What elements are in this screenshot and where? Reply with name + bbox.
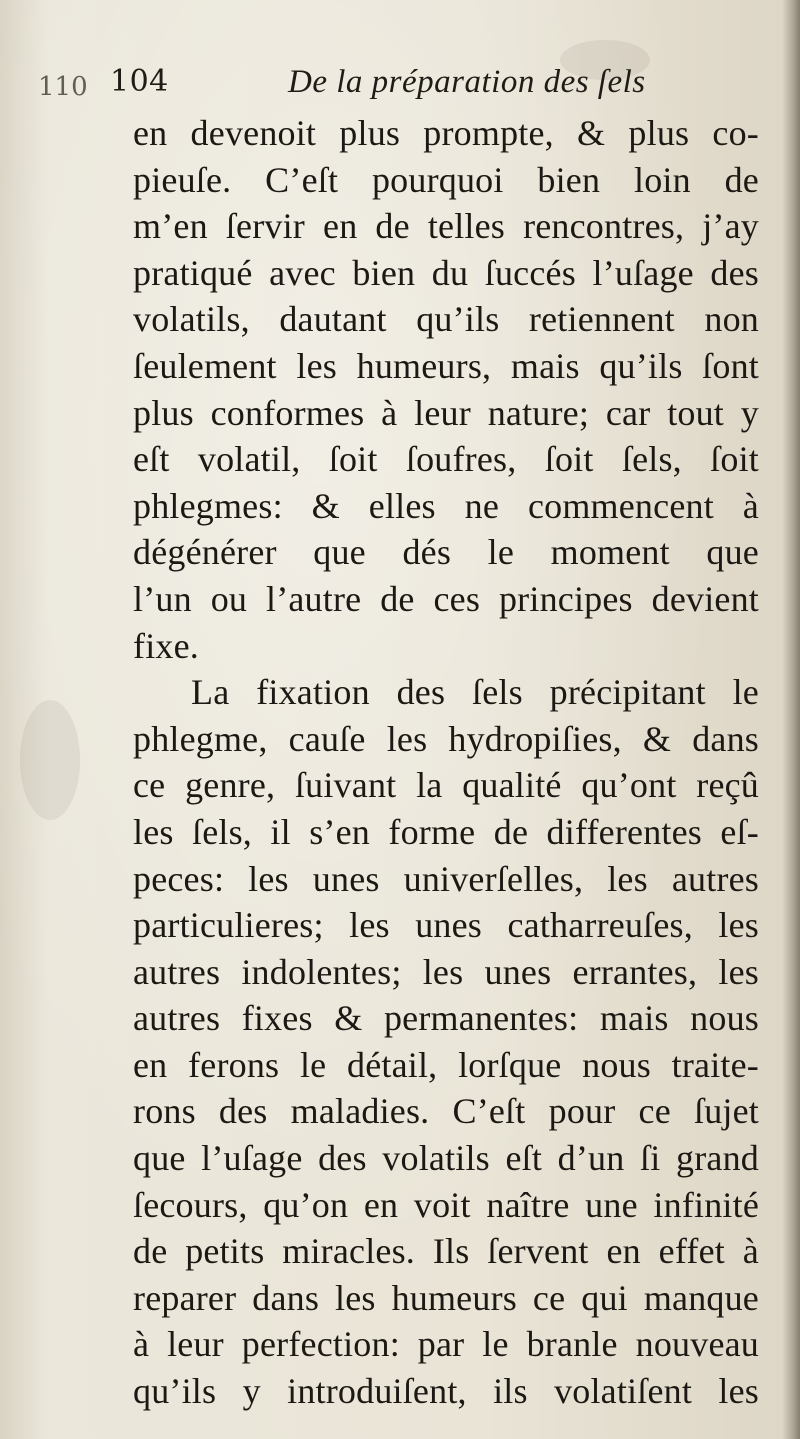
text-line: dégénérer que dés le moment que [133, 532, 759, 573]
text-line: en devenoit plus prompte, & plus co- [133, 113, 759, 153]
text-line: pieuſe. C’eſt pourquoi bien loin de [133, 159, 759, 200]
text-line: ce genre, ſuivant la qualité qu’ont reçû [133, 765, 759, 806]
text-line: peces: les unes univerſelles, les autres [133, 858, 759, 899]
folio-mark: 110 [38, 72, 88, 102]
text-line: que l’uſage des volatils eſt d’un ſi grand [133, 1138, 759, 1179]
text-line: ſeulement les humeurs, mais qu’ils ſont [133, 345, 759, 386]
text-line: fixe. [133, 625, 199, 666]
text-line: les ſels, il s’en forme de differentes eſ- [133, 811, 759, 852]
text-line: rons des maladies. C’eſt pour ce ſujet [133, 1091, 759, 1132]
text-line: reparer dans les humeurs ce qui manque [133, 1277, 759, 1318]
text-line: particulieres; les unes catharreuſes, les [133, 905, 759, 946]
text-line: autres indolentes; les unes errantes, les [133, 951, 759, 992]
running-head: De la préparation des ſels [288, 64, 646, 100]
body-text [133, 110, 759, 1415]
paragraph-start-line: La fixation des ſels précipitant le [191, 672, 759, 713]
text-line: ſecours, qu’on en voit naître une infinité [133, 1184, 759, 1225]
text-line: eſt volatil, ſoit ſoufres, ſoit ſels, ſoit [133, 439, 759, 480]
text-line: phlegme, cauſe les hydropiſies, & dans [133, 718, 759, 759]
text-line: phlegmes: & elles ne commencent à [133, 485, 759, 526]
text-line: qu’ils y introduiſent, ils volatiſent les [133, 1371, 759, 1412]
text-line: m’en ſervir en de telles rencontres, j’ay [133, 206, 759, 247]
text-line: à leur perfection: par le branle nouveau [133, 1324, 759, 1365]
text-line: autres fixes & permanentes: mais nous [133, 998, 759, 1039]
text-line: volatils, dautant qu’ils retiennent non [133, 299, 759, 340]
text-line: en ferons le détail, lorſque nous traite- [133, 1044, 759, 1085]
text-line: pratiqué avec bien du ſuccés l’uſage des [133, 252, 759, 293]
text-line: de petits miracles. Ils ſervent en effet à [133, 1231, 759, 1272]
page-number: 104 [110, 64, 169, 99]
text-line: l’un ou l’autre de ces principes devient [133, 578, 759, 619]
page-header [38, 64, 760, 114]
paper-stain [20, 700, 80, 820]
text-line: plus conformes à leur nature; car tout y [133, 392, 759, 433]
